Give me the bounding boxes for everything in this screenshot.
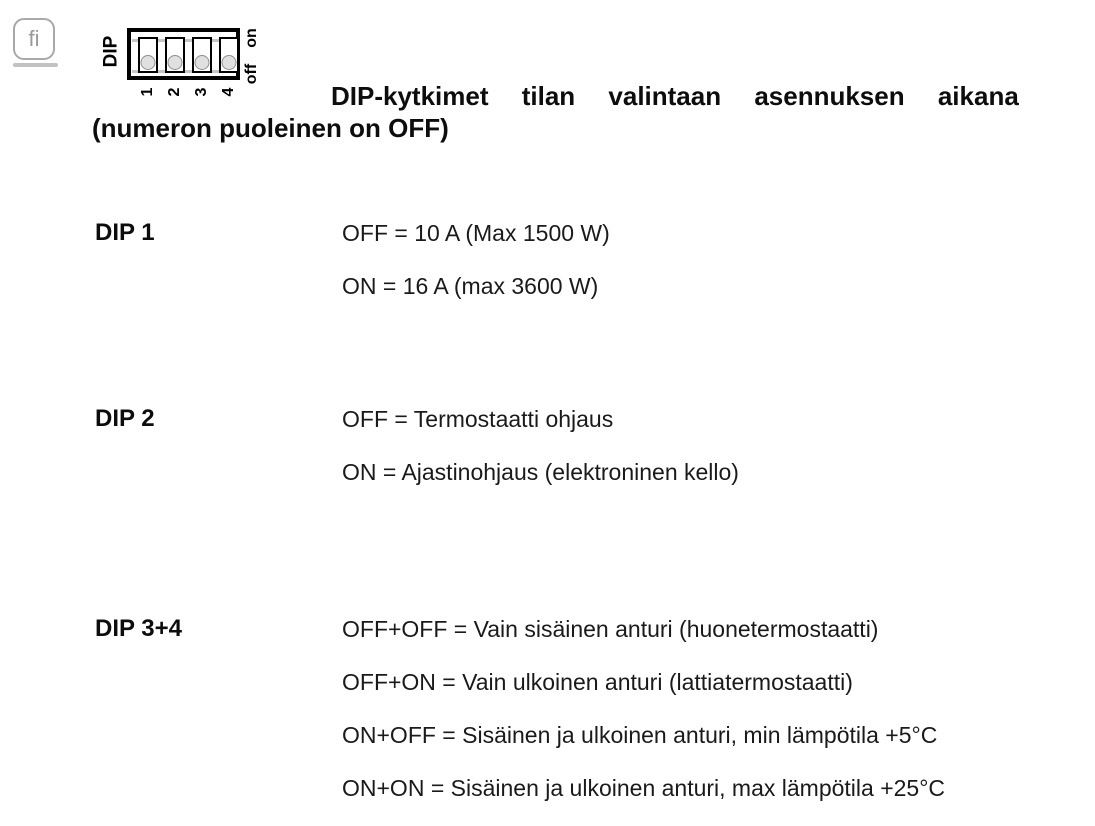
dip-setting-line: OFF = 10 A (Max 1500 W) bbox=[342, 220, 610, 246]
page-title-line1: DIP-kytkimet tilan valintaan asennuksen aikana bbox=[331, 81, 1019, 111]
dip-switch-slot-4 bbox=[219, 37, 239, 73]
on-position-label: on bbox=[243, 28, 260, 48]
language-badge-fi bbox=[13, 18, 55, 60]
dip-side-label: DIP bbox=[100, 35, 122, 68]
switch-number-3: 3 bbox=[193, 87, 210, 97]
switch-knob-4 bbox=[222, 55, 237, 70]
dip-switch-slot-1 bbox=[138, 37, 158, 73]
dip-section-label: DIP 3+4 bbox=[95, 615, 182, 642]
dip-setting-line: OFF+ON = Vain ulkoinen anturi (lattiatermostaatti) bbox=[342, 669, 853, 695]
off-position-label: off bbox=[243, 63, 260, 85]
dip-setting-line: ON = 16 A (max 3600 W) bbox=[342, 273, 599, 299]
language-badge-shadow bbox=[13, 63, 58, 67]
language-badge-label: fi bbox=[28, 26, 40, 51]
page-title-line2: (numeron puoleinen on OFF) bbox=[92, 113, 449, 143]
dip-setting-line: ON = Ajastinohjaus (elektroninen kello) bbox=[342, 459, 739, 485]
dip-setting-line: OFF = Termostaatti ohjaus bbox=[342, 406, 614, 432]
dip-switch-slot-2 bbox=[165, 37, 185, 73]
switch-knob-3 bbox=[195, 55, 210, 70]
dip-setting-line: ON+ON = Sisäinen ja ulkoinen anturi, max lämpötila +25°C bbox=[342, 775, 946, 801]
switch-knob-1 bbox=[141, 55, 156, 70]
switch-knob-2 bbox=[168, 55, 183, 70]
dip-setting-line: OFF+OFF = Vain sisäinen anturi (huonetermostaatti) bbox=[342, 616, 879, 642]
dip-section-label: DIP 1 bbox=[95, 219, 155, 246]
dip-section-label: DIP 2 bbox=[95, 405, 155, 432]
switch-number-1: 1 bbox=[139, 87, 156, 97]
switch-number-4: 4 bbox=[220, 87, 237, 97]
dip-setting-line: ON+OFF = Sisäinen ja ulkoinen anturi, min lämpötila +5°C bbox=[342, 722, 938, 748]
dip-switch-slot-3 bbox=[192, 37, 212, 73]
switch-number-2: 2 bbox=[166, 87, 183, 97]
